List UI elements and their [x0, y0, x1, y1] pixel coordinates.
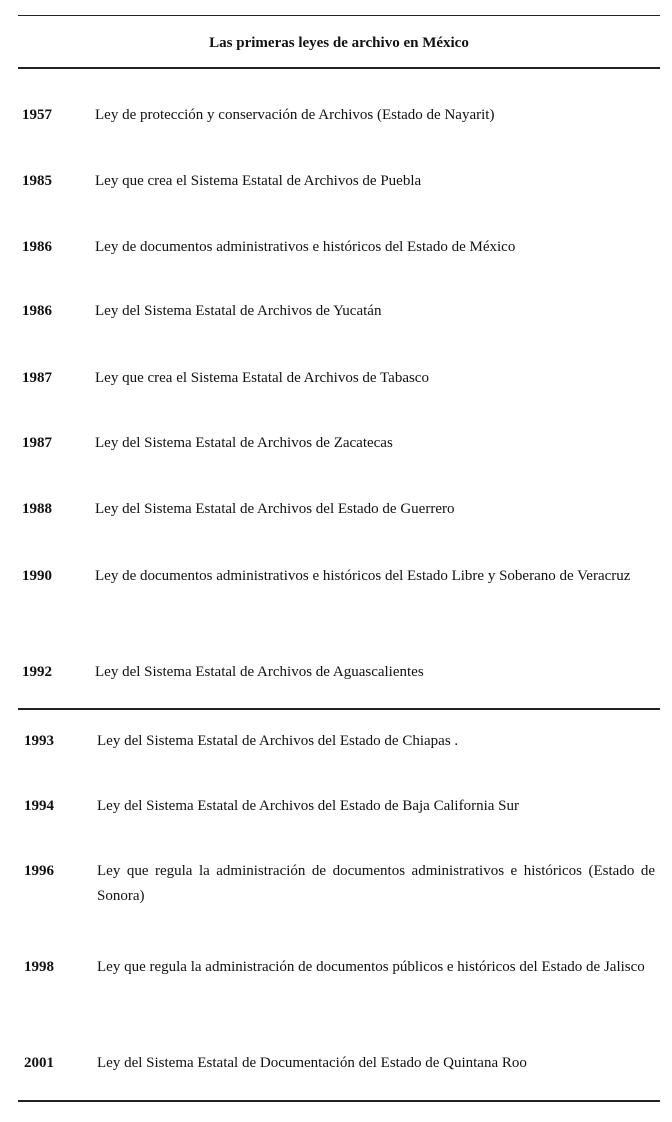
- year-cell: 1987: [22, 435, 52, 451]
- year-cell: 1992: [22, 664, 52, 680]
- law-cell: Ley de protección y conservación de Archivos (Estado de Nayarit): [95, 107, 495, 123]
- law-cell: Ley del Sistema Estatal de Archivos del Estado de Baja California Sur: [97, 798, 519, 814]
- law-cell: Ley del Sistema Estatal de Archivos de Yucatán: [95, 303, 382, 319]
- table-bottom-rule: [18, 1100, 660, 1102]
- year-cell: 2001: [24, 1055, 54, 1071]
- law-cell: Ley del Sistema Estatal de Archivos del Estado de Chiapas .: [97, 733, 459, 749]
- year-cell: 1986: [22, 303, 52, 319]
- law-cell: Ley del Sistema Estatal de Documentación del Estado de Quintana Roo: [97, 1055, 527, 1071]
- header-bottom-rule: [18, 67, 660, 69]
- year-cell: 1994: [24, 798, 54, 814]
- law-cell: Ley del Sistema Estatal de Archivos del Estado de Guerrero: [95, 501, 455, 517]
- year-cell: 1985: [22, 173, 52, 189]
- year-cell: 1987: [22, 370, 52, 386]
- law-cell: Ley que crea el Sistema Estatal de Archivos de Puebla: [95, 173, 422, 189]
- law-cell: Ley del Sistema Estatal de Archivos de Zacatecas: [95, 435, 393, 451]
- year-cell: 1998: [24, 959, 54, 975]
- year-cell: 1990: [22, 568, 52, 584]
- law-cell: Ley de documentos administrativos e históricos del Estado Libre y Soberano de Veracruz: [95, 568, 631, 584]
- year-cell: 1993: [24, 733, 54, 749]
- law-cell: Ley del Sistema Estatal de Archivos de Aguascalientes: [95, 664, 424, 680]
- year-cell: 1996: [24, 863, 54, 879]
- year-cell: 1986: [22, 239, 52, 255]
- year-cell: 1988: [22, 501, 52, 517]
- section-divider-rule: [18, 708, 660, 710]
- law-cell: Ley de documentos administrativos e históricos del Estado de México: [95, 239, 516, 255]
- law-cell: Ley que regula la administración de documentos administrativos e históricos (Estado de Sonora): [97, 863, 655, 904]
- law-cell: Ley que regula la administración de documentos públicos e históricos del Estado de Jalisco: [97, 959, 645, 975]
- table-title: Las primeras leyes de archivo en México: [209, 35, 469, 51]
- law-cell: Ley que crea el Sistema Estatal de Archivos de Tabasco: [95, 370, 429, 386]
- year-cell: 1957: [22, 107, 52, 123]
- table-top-rule: [18, 15, 660, 16]
